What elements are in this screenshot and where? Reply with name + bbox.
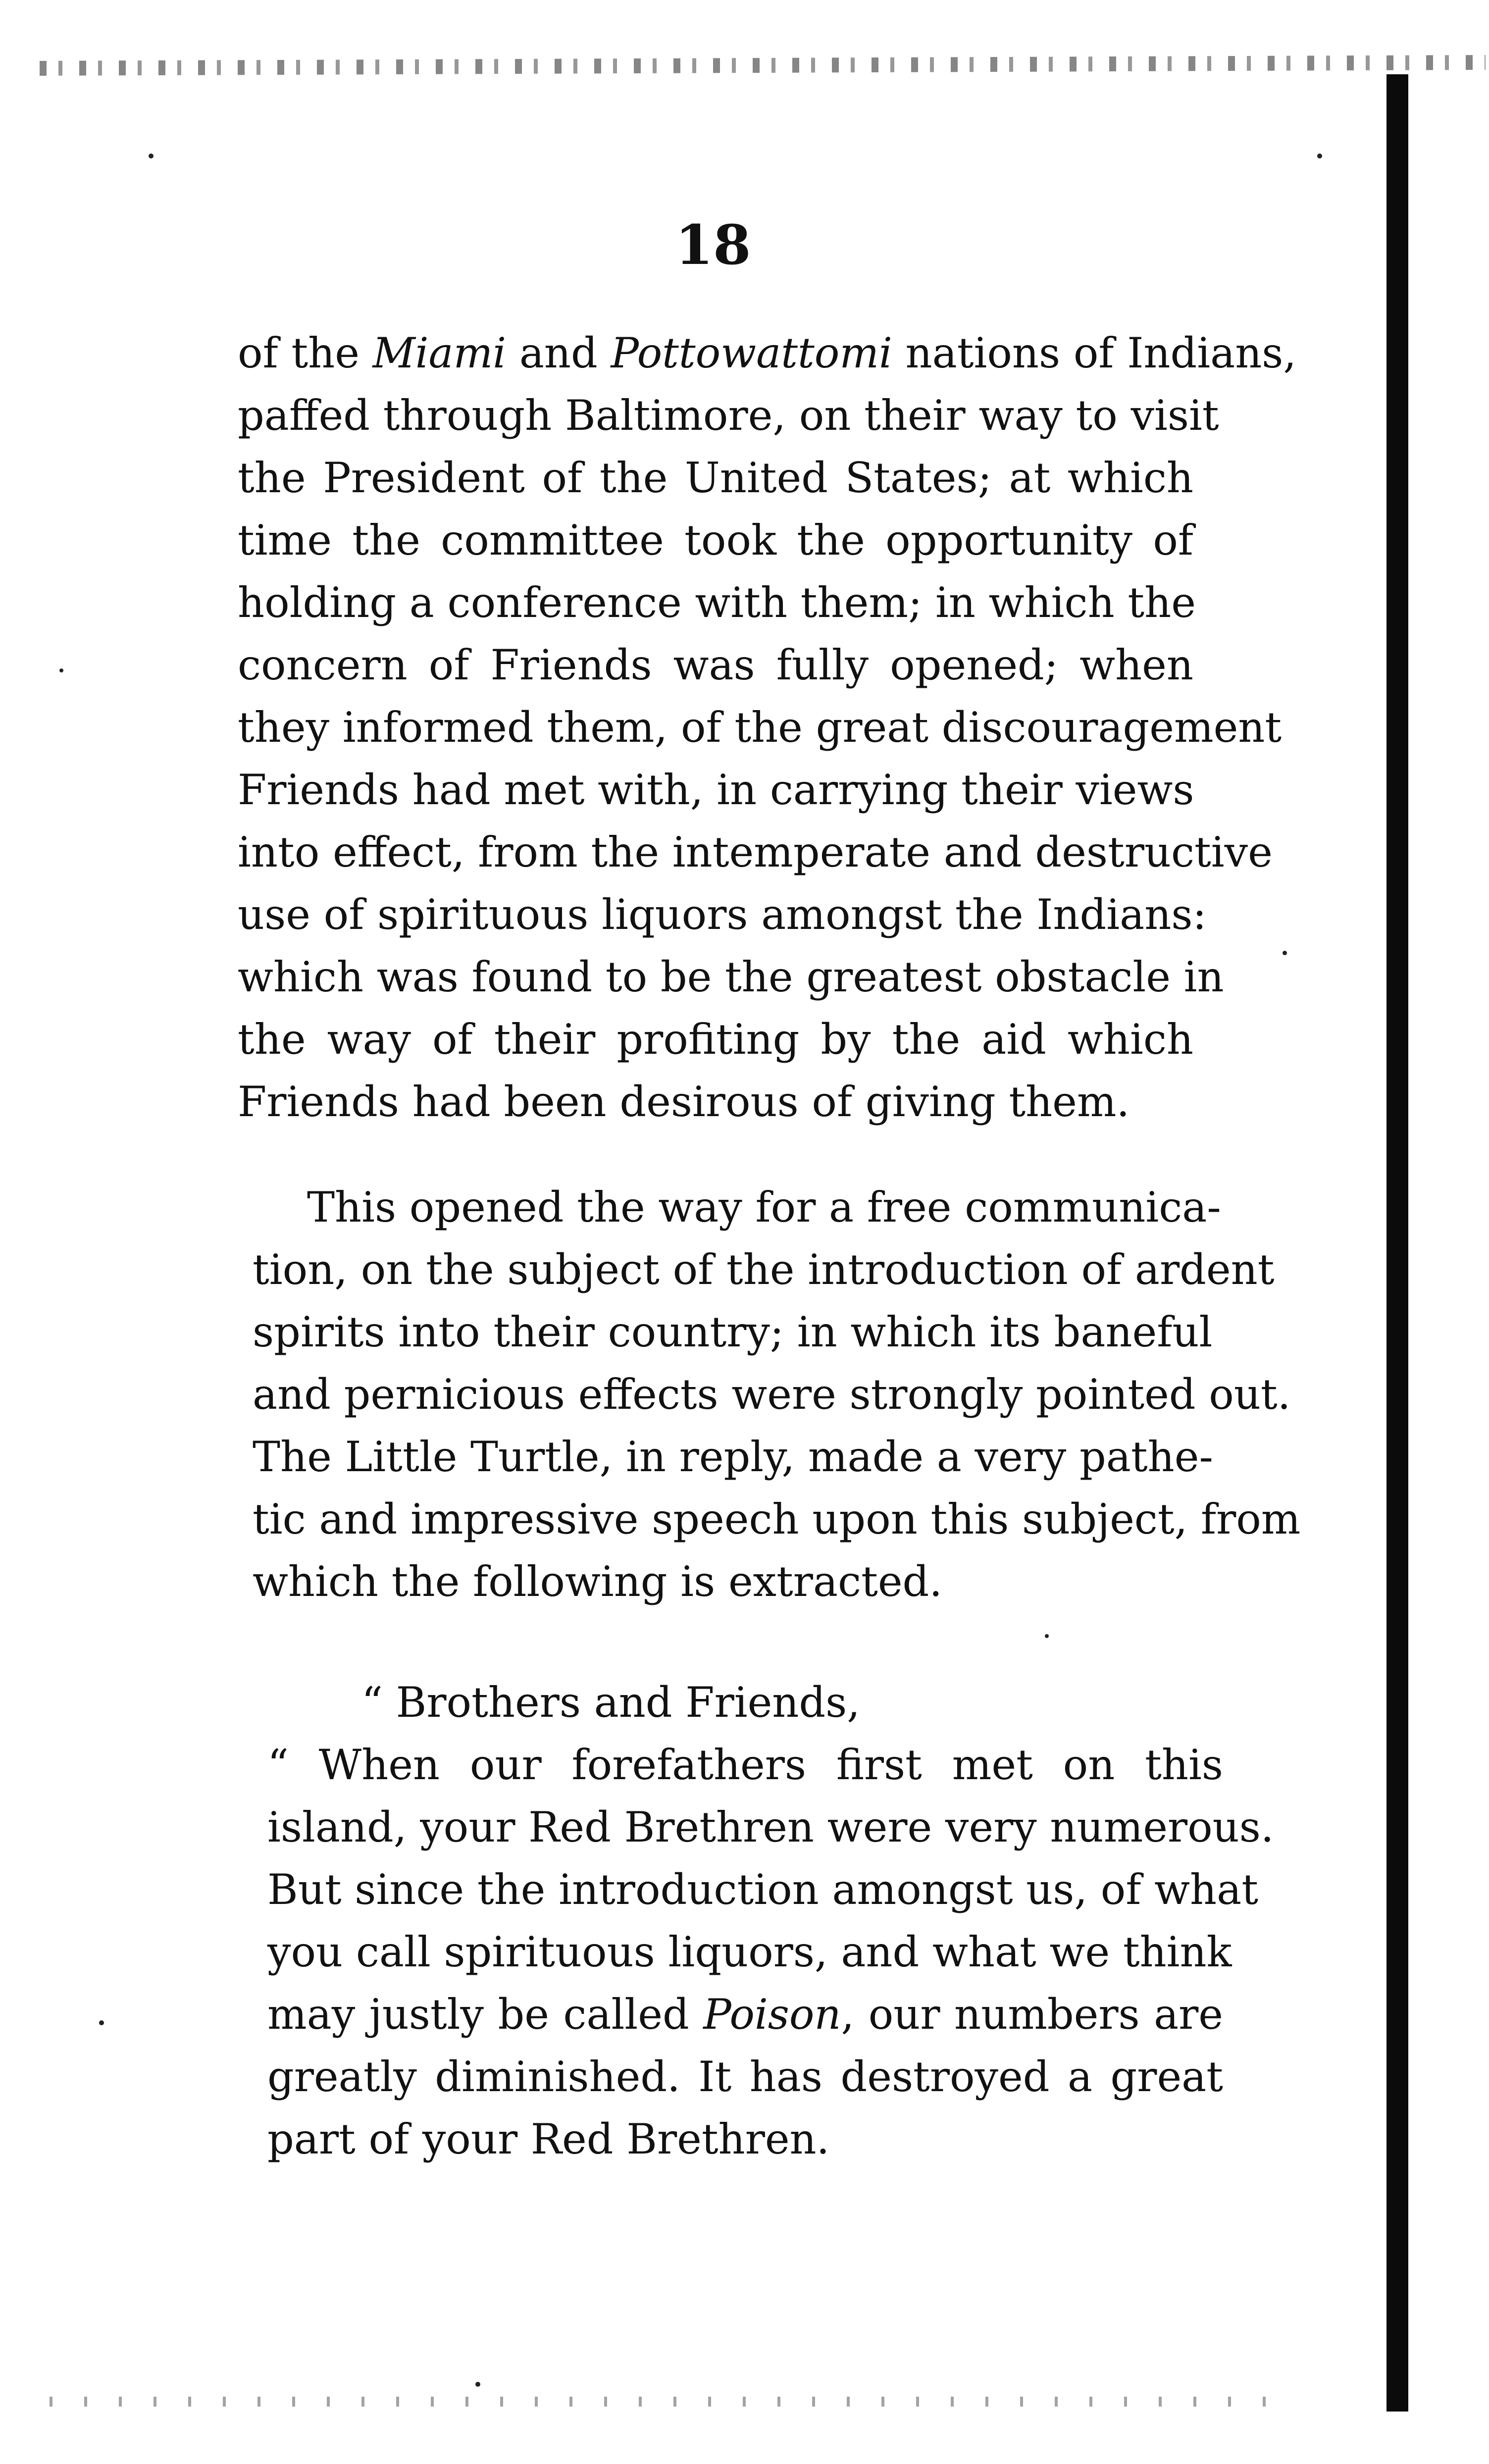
scan-speck: [99, 2020, 104, 2025]
text-line: [238, 447, 1193, 509]
text-line: [238, 696, 1282, 759]
text-run: holding a conference with them; in which the: [238, 578, 1196, 627]
scan-speck: [59, 668, 63, 672]
paragraph-2: [253, 1176, 1301, 1613]
text-line: [267, 2108, 1223, 2170]
text-run: This opened the way for a free communica-: [307, 1183, 1221, 1232]
text-run: time the committee took the opportunity of: [238, 516, 1193, 565]
text-run: tic and impressive speech upon this subject, from: [253, 1495, 1301, 1543]
scan-speck: [149, 154, 154, 158]
italic-text: Poison: [703, 1990, 841, 2039]
text-run: “ Brothers and Friends,: [361, 1678, 860, 1727]
text-run: and pernicious effects were strongly pointed out.: [253, 1370, 1291, 1419]
text-line: [238, 571, 1196, 634]
text-line: [267, 1921, 1232, 1983]
text-line: [253, 1301, 1213, 1363]
text-line: [238, 1008, 1193, 1071]
text-run: spirits into their country; in which its baneful: [253, 1308, 1213, 1356]
text-run: and: [506, 329, 611, 377]
text-run: use of spirituous liquors amongst the Indians:: [238, 890, 1207, 939]
scan-noise-top-edge: [40, 52, 1486, 82]
text-line: [238, 759, 1193, 821]
text-run: The Little Turtle, in reply, made a very pathe-: [253, 1433, 1213, 1481]
text-run: paffed through Baltimore, on their way to visit: [238, 391, 1219, 440]
text-line: [238, 509, 1193, 571]
text-run: the President of the United States; at which: [238, 454, 1193, 502]
text-line: [238, 1071, 1193, 1133]
text-line: [238, 883, 1207, 946]
text-run: Friends had met with, in carrying their views: [238, 766, 1194, 814]
text-line: [267, 1796, 1274, 1858]
text-line: [253, 1176, 1221, 1238]
scan-speck: [1045, 1634, 1049, 1638]
paragraph-1: [238, 322, 1297, 1133]
text-run: part of your Red Brethren.: [267, 2115, 830, 2163]
text-run: tion, on the subject of the introduction of ardent: [253, 1245, 1275, 1294]
text-line: [267, 1983, 1223, 2046]
text-run: “ When our forefathers first met on this: [267, 1741, 1223, 1789]
text-run: Friends had been desirous of giving them.: [238, 1078, 1130, 1126]
text-run: into effect, from the intemperate and destructive: [238, 828, 1273, 876]
text-line: [253, 1426, 1213, 1488]
text-line: [267, 1734, 1223, 1796]
text-line: [238, 946, 1224, 1008]
text-line: [253, 1363, 1291, 1426]
text-run: which was found to be the greatest obstacle in: [238, 953, 1224, 1001]
italic-text: Pottowattomi: [611, 329, 892, 377]
page-binding-shadow: [1386, 74, 1408, 2412]
text-line: [267, 1858, 1258, 1921]
paragraph-3: [267, 1671, 1274, 2170]
text-run: the way of their profiting by the aid which: [238, 1015, 1193, 1064]
text-line: [238, 821, 1273, 883]
text-run: , our numbers are: [841, 1990, 1224, 2039]
scan-speck: [475, 2382, 480, 2387]
text-line: [238, 634, 1193, 696]
page-number: 18: [675, 213, 751, 277]
text-run: nations of Indians,: [892, 329, 1297, 377]
text-run: they informed them, of the great discouragement: [238, 703, 1282, 752]
text-line: [238, 322, 1297, 384]
text-line: [238, 384, 1219, 447]
text-run: may justly be called: [267, 1990, 704, 2039]
text-line: [267, 2046, 1223, 2108]
text-run: which the following is extracted.: [253, 1557, 943, 1606]
text-line: [253, 1488, 1301, 1550]
text-line: [267, 1671, 1223, 1734]
text-run: of the: [238, 329, 373, 377]
text-line: [253, 1550, 1208, 1613]
text-run: island, your Red Brethren were very numerous.: [267, 1803, 1274, 1851]
text-run: you call spirituous liquors, and what we think: [267, 1928, 1232, 1976]
scan-speck: [1317, 154, 1322, 158]
text-run: But since the introduction amongst us, of what: [267, 1865, 1258, 1914]
text-line: [253, 1238, 1275, 1301]
scan-speck: [1283, 951, 1287, 955]
scan-noise-bottom-edge: [50, 2397, 1287, 2407]
text-run: greatly diminished. It has destroyed a great: [267, 2053, 1223, 2101]
italic-text: Miami: [372, 329, 507, 377]
text-run: concern of Friends was fully opened; when: [238, 641, 1193, 689]
